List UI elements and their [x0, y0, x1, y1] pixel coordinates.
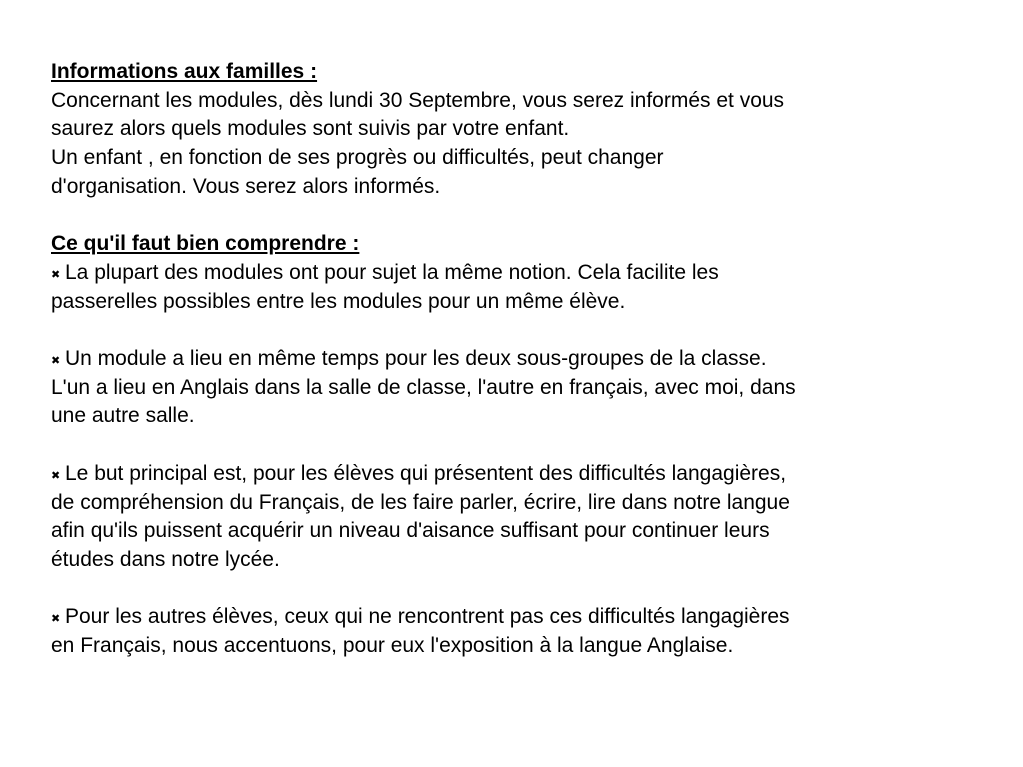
- slide-content: [51, 58, 981, 661]
- bullet-text: Un module a lieu en même temps pour les deux sous-groupes de la classe.: [65, 347, 767, 370]
- families-heading: Informations aux familles :: [51, 60, 318, 83]
- bullet-point-line: [51, 345, 981, 374]
- bullet-text: Le but principal est, pour les élèves qui présentent des difficultés langagières,: [65, 461, 787, 485]
- paragraph-spacer: [51, 316, 981, 345]
- bullet-point-line: [51, 460, 981, 489]
- families-text-line: d'organisation. Vous serez alors informés.: [51, 174, 441, 198]
- families-text-line: Un enfant , en fonction de ses progrès ou difficultés, peut changer: [51, 146, 664, 170]
- families-text-line: Concernant les modules, dès lundi 30 Septembre, vous serez informés et vous: [51, 88, 785, 112]
- cross-bullet-icon: ✖: [51, 268, 61, 281]
- bullet-continuation-line: une autre salle.: [51, 404, 195, 428]
- bullet-continuation-line: de compréhension du Français, de les faire parler, écrire, lire dans notre langue: [51, 490, 790, 514]
- bullet-continuation-line: en Français, nous accentuons, pour eux l'exposition à la langue Anglaise.: [51, 634, 734, 657]
- cross-bullet-icon: ✖: [51, 613, 61, 626]
- cross-bullet-icon: ✖: [51, 355, 61, 367]
- paragraph-spacer: [51, 431, 981, 460]
- bullet-continuation-line: afin qu'ils puissent acquérir un niveau d'aisance suffisant pour continuer leurs: [51, 519, 770, 543]
- paragraph-spacer: [51, 202, 981, 231]
- bullet-continuation-line: passerelles possibles entre les modules pour un même élève.: [51, 289, 626, 313]
- comprendre-heading: Ce qu'il faut bien comprendre :: [51, 232, 360, 256]
- bullet-point-line: [51, 603, 981, 632]
- families-text-line: saurez alors quels modules sont suivis par votre enfant.: [51, 117, 570, 141]
- bullet-text: La plupart des modules ont pour sujet la même notion. Cela facilite les: [65, 260, 719, 284]
- cross-bullet-icon: ✖: [51, 469, 61, 482]
- bullet-text: Pour les autres élèves, ceux qui ne rencontrent pas ces difficultés langagières: [65, 605, 790, 629]
- bullet-point-line: [51, 259, 981, 288]
- bullet-continuation-line: études dans notre lycée.: [51, 547, 280, 571]
- bullet-continuation-line: L'un a lieu en Anglais dans la salle de classe, l'autre en français, avec moi, dans: [51, 375, 796, 399]
- paragraph-spacer: [51, 575, 981, 604]
